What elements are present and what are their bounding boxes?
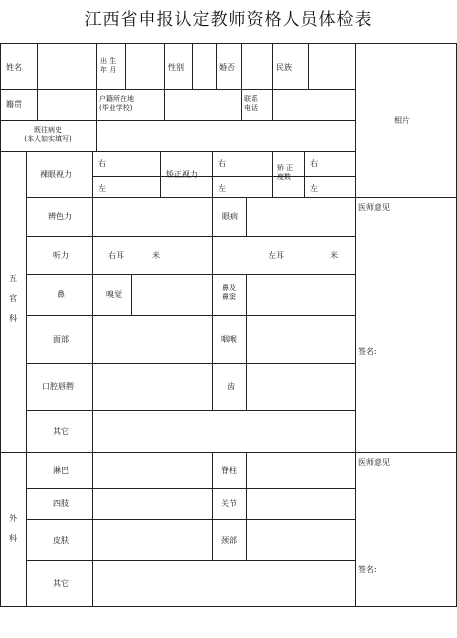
- grid-line: [0, 120, 355, 121]
- color-vision-label: 辨色力: [48, 212, 72, 221]
- correction-degree-line2: 度数: [277, 173, 291, 181]
- hukou-label-line2: (毕业学校): [99, 104, 133, 112]
- grid-line: [96, 89, 97, 120]
- grid-line: [246, 452, 247, 560]
- grid-line: [164, 89, 165, 120]
- degree-left-label: 左: [310, 184, 318, 193]
- right-ear-unit: 米: [152, 251, 160, 260]
- face-label: 面部: [53, 335, 69, 344]
- limbs-label: 四肢: [53, 499, 69, 508]
- left-ear-label: 左耳: [268, 251, 284, 260]
- surgery-section-label: 外 科: [9, 514, 17, 543]
- grid-line: [308, 43, 309, 89]
- grid-line: [26, 197, 457, 198]
- grid-line: [304, 151, 305, 197]
- grid-line: [241, 43, 242, 89]
- grid-line: [131, 274, 132, 315]
- grid-line: [92, 197, 93, 410]
- sinus-label-line1: 鼻及: [222, 284, 236, 292]
- birth-label-line2: 年 月: [100, 66, 117, 74]
- grid-line: [246, 197, 247, 236]
- grid-line: [0, 151, 355, 152]
- grid-line: [37, 89, 38, 120]
- grid-line: [160, 151, 161, 197]
- contact-label-line2: 电话: [244, 104, 258, 112]
- facial-section-label: 五 官 科: [9, 274, 17, 323]
- grid-line: [92, 176, 355, 177]
- grid-line: [96, 120, 97, 151]
- grid-line: [92, 410, 93, 452]
- grid-line: [212, 274, 213, 410]
- naked-right-label: 右: [98, 159, 106, 168]
- grid-line: [26, 274, 355, 275]
- corrected-left-label: 左: [218, 184, 226, 193]
- grid-line: [26, 236, 355, 237]
- corrected-right-label: 右: [218, 159, 226, 168]
- surgery-other-label: 其它: [53, 579, 69, 588]
- grid-line: [26, 315, 355, 316]
- grid-line: [164, 43, 165, 89]
- grid-line: [0, 43, 1, 607]
- grid-line: [26, 560, 355, 561]
- grid-line: [192, 43, 193, 89]
- surgery-signature-label: 签名:: [358, 565, 377, 574]
- married-label: 婚否: [219, 63, 235, 72]
- grid-line: [212, 452, 213, 560]
- grid-line: [272, 43, 273, 89]
- corrected-vision-label: 矫正视力: [166, 170, 198, 179]
- eye-disease-label: 眼病: [222, 212, 238, 221]
- grid-line: [0, 43, 457, 44]
- history-label-line1: 既往病史: [34, 126, 62, 134]
- grid-line: [241, 89, 242, 120]
- hukou-label-line1: 户籍所在地: [99, 95, 134, 103]
- smell-label: 嗅觉: [106, 290, 122, 299]
- contact-label-line1: 联系: [244, 95, 258, 103]
- grid-line: [272, 151, 273, 197]
- throat-label: 咽喉: [221, 335, 237, 344]
- grid-line: [246, 274, 247, 410]
- surgery-doctor-opinion-label: 医师意见: [358, 458, 390, 467]
- right-ear-label: 右耳: [108, 251, 124, 260]
- left-ear-unit: 米: [330, 251, 338, 260]
- grid-line: [96, 43, 97, 89]
- sinus-label-line2: 鼻窦: [222, 293, 236, 301]
- naked-left-label: 左: [98, 184, 106, 193]
- facial-other-label: 其它: [53, 427, 69, 436]
- page-title: 江西省申报认定教师资格人员体检表: [84, 10, 373, 30]
- grid-line: [26, 410, 355, 411]
- grid-line: [125, 43, 126, 89]
- name-label: 姓名: [6, 63, 22, 72]
- photo-label: 相片: [394, 116, 410, 125]
- nose-label: 鼻: [57, 290, 65, 299]
- gender-label: 性别: [168, 63, 184, 72]
- spine-label: 脊柱: [221, 466, 237, 475]
- correction-degree-line1: 矫 正: [277, 164, 294, 172]
- grid-line: [216, 43, 217, 89]
- grid-line: [212, 236, 213, 274]
- native-place-label: 籍贯: [6, 100, 22, 109]
- joints-label: 关节: [221, 499, 237, 508]
- grid-line: [26, 151, 27, 606]
- skin-label: 皮肤: [53, 536, 69, 545]
- mouth-label: 口腔唇腭: [42, 382, 74, 391]
- hearing-label: 听力: [53, 251, 69, 260]
- grid-line: [92, 151, 93, 197]
- ethnicity-label: 民族: [276, 63, 292, 72]
- facial-signature-label: 签名:: [358, 347, 377, 356]
- grid-line: [355, 43, 356, 607]
- naked-vision-label: 裸眼视力: [40, 170, 72, 179]
- lymph-label: 淋巴: [53, 466, 69, 475]
- grid-line: [0, 452, 457, 453]
- grid-line: [0, 89, 355, 90]
- history-label-line2: (本人如实填写): [24, 135, 72, 143]
- teeth-label: 齿: [227, 382, 235, 391]
- grid-line: [272, 89, 273, 120]
- grid-line: [212, 151, 213, 197]
- facial-doctor-opinion-label: 医师意见: [358, 203, 390, 212]
- grid-line: [26, 488, 355, 489]
- grid-line: [37, 43, 38, 89]
- grid-line: [26, 519, 355, 520]
- birth-label-line1: 出 生: [100, 57, 117, 65]
- degree-right-label: 右: [310, 159, 318, 168]
- grid-line: [92, 452, 93, 606]
- grid-line: [26, 363, 355, 364]
- grid-line: [0, 606, 457, 607]
- grid-line: [212, 197, 213, 236]
- neck-label: 颈部: [221, 536, 237, 545]
